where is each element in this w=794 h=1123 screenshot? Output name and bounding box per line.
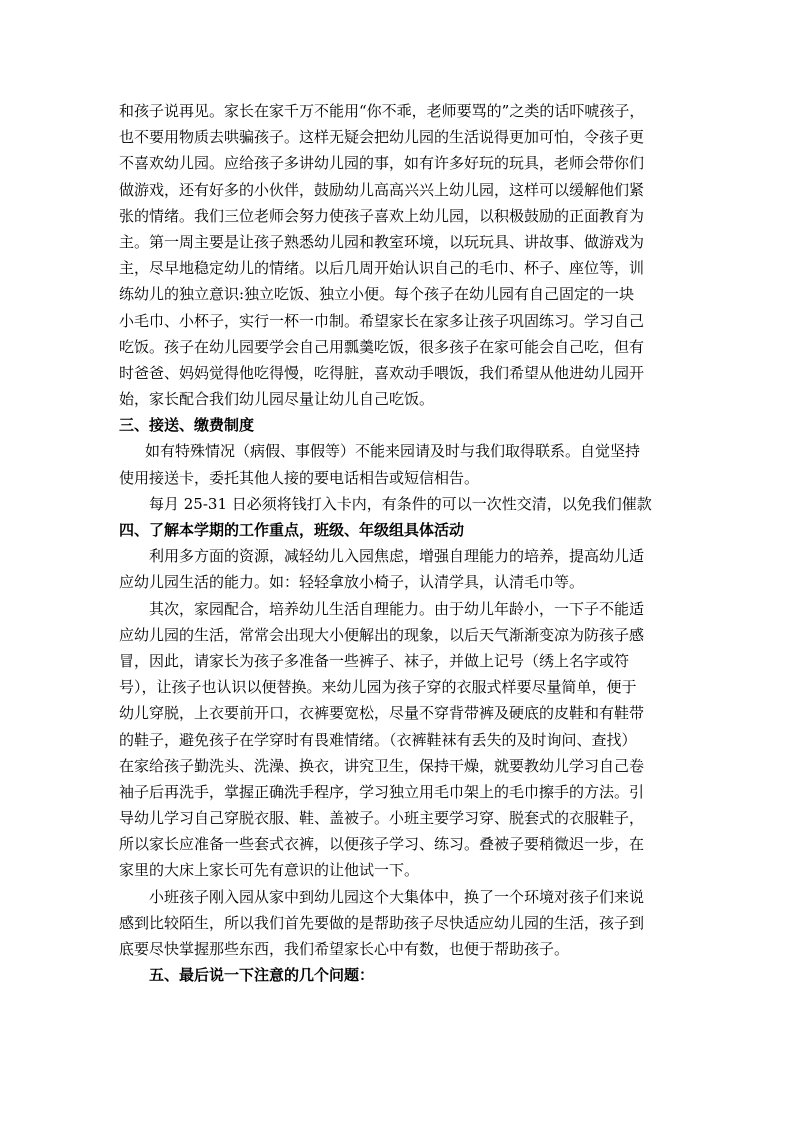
- paragraph-line: 感到比较陌生，所以我们首先要做的是帮助孩子尽快适应幼儿园的生活，孩子到: [119, 913, 645, 932]
- paragraph-line: 时爸爸、妈妈觉得他吃得慢，吃得脏，喜欢动手喂饭，我们希望从他进幼儿园开: [119, 363, 645, 382]
- paragraph-line: 始，家长配合我们幼儿园尽量让幼儿自己吃饭。: [119, 390, 435, 409]
- paragraph-line: 袖子后再洗手，掌握正确洗手程序，学习独立用毛巾架上的毛巾擦手的方法。引: [119, 782, 645, 801]
- paragraph-line: 和孩子说再见。家长在家千万不能用“你不乖，老师要骂的”之类的话吓唬孩子，: [119, 102, 645, 120]
- paragraph-line: 小班孩子刚入园从家中到幼儿园这个大集体中，换了一个环境对孩子们来说: [149, 887, 645, 906]
- paragraph-line: 其次，家园配合，培养幼儿生活自理能力。由于幼儿年龄小，一下子不能适: [149, 599, 645, 618]
- paragraph-line: 导幼儿学习自己穿脱衣服、鞋、盖被子。小班主要学习穿、脱套式的衣服鞋子，: [119, 809, 645, 828]
- paragraph-line: 幼儿穿脱，上衣要前开口，衣裤要宽松，尽量不穿背带裤及硬底的皮鞋和有鞋带: [119, 704, 645, 723]
- section-heading: 五、最后说一下注意的几个问题：: [149, 966, 375, 985]
- paragraph-line: 使用接送卡，委托其他人接的要电话相告或短信相告。: [119, 468, 480, 487]
- paragraph-line: 所以家长应准备一些套式衣裤，以便孩子学习、练习。叠被子要稍微迟一步，在: [119, 835, 645, 854]
- section-heading: 四、了解本学期的工作重点，班级、年级组具体活动: [119, 521, 465, 539]
- paragraph-line: 练幼儿的独立意识:独立吃饭、独立小便。每个孩子在幼儿园有自己固定的一块: [119, 285, 635, 304]
- paragraph-line: 张的情绪。我们三位老师会努力使孩子喜欢上幼儿园，以积极鼓励的正面教育为: [119, 206, 645, 225]
- paragraph-line: 每月 25-31 日必须将钱打入卡内，有条件的可以一次性交清，以免我们催款: [149, 494, 652, 513]
- paragraph-line: 应幼儿园的生活，常常会出现大小便解出的现象，以后天气渐渐变凉为防孩子感: [119, 625, 645, 644]
- paragraph-line: 吃饭。孩子在幼儿园要学会自己用瓢羹吃饭，很多孩子在家可能会自己吃，但有: [119, 337, 645, 356]
- paragraph-line: 不喜欢幼儿园。应给孩子多讲幼儿园的事，如有许多好玩的玩具，老师会带你们: [119, 154, 645, 173]
- section-heading: 三、接送、缴费制度: [119, 416, 255, 435]
- paragraph-line: 主，尽早地稳定幼儿的情绪。以后几周开始认识自己的毛巾、杯子、座位等，训: [119, 259, 645, 278]
- paragraph-line: 利用多方面的资源，减轻幼儿入园焦虑，增强自理能力的培养，提高幼儿适: [149, 547, 645, 566]
- document-body: [119, 98, 681, 988]
- paragraph-line: 也不要用物质去哄骗孩子。这样无疑会把幼儿园的生活说得更加可怕，令孩子更: [119, 128, 645, 147]
- paragraph-line: 做游戏，还有好多的小伙伴，鼓励幼儿高高兴兴上幼儿园，这样可以缓解他们紧: [119, 180, 645, 199]
- paragraph-line: 主。第一周主要是让孩子熟悉幼儿园和教室环境，以玩玩具、讲故事、做游戏为: [119, 232, 645, 251]
- paragraph-line: 冒，因此，请家长为孩子多准备一些裤子、袜子，并做上记号（绣上名字或符: [119, 651, 630, 670]
- paragraph-line: 在家给孩子勤洗头、洗澡、换衣，讲究卫生，保持干燥，就要教幼儿学习自己卷: [119, 756, 645, 775]
- paragraph-line: 底要尽快掌握那些东西，我们希望家长心中有数，也便于帮助孩子。: [119, 940, 570, 958]
- paragraph-line: 号），让孩子也认识以便替换。来幼儿园为孩子穿的衣服式样要尽量简单，便于: [119, 678, 637, 697]
- paragraph-line: 应幼儿园生活的能力。如：轻轻拿放小椅子，认清学具，认清毛巾等。: [119, 573, 585, 592]
- paragraph-line: 如有特殊情况（病假、事假等）不能来园请及时与我们取得联系。自觉坚持: [145, 442, 641, 461]
- paragraph-line: 小毛巾、小杯子，实行一杯一巾制。希望家长在家多让孩子巩固练习。学习自己: [119, 311, 645, 330]
- paragraph-line: 家里的大床上家长可先有意识的让他试一下。: [119, 861, 420, 880]
- paragraph-line: 的鞋子，避免孩子在学穿时有畏难情绪。（衣裤鞋袜有丢失的及时询问、查找）: [119, 730, 637, 749]
